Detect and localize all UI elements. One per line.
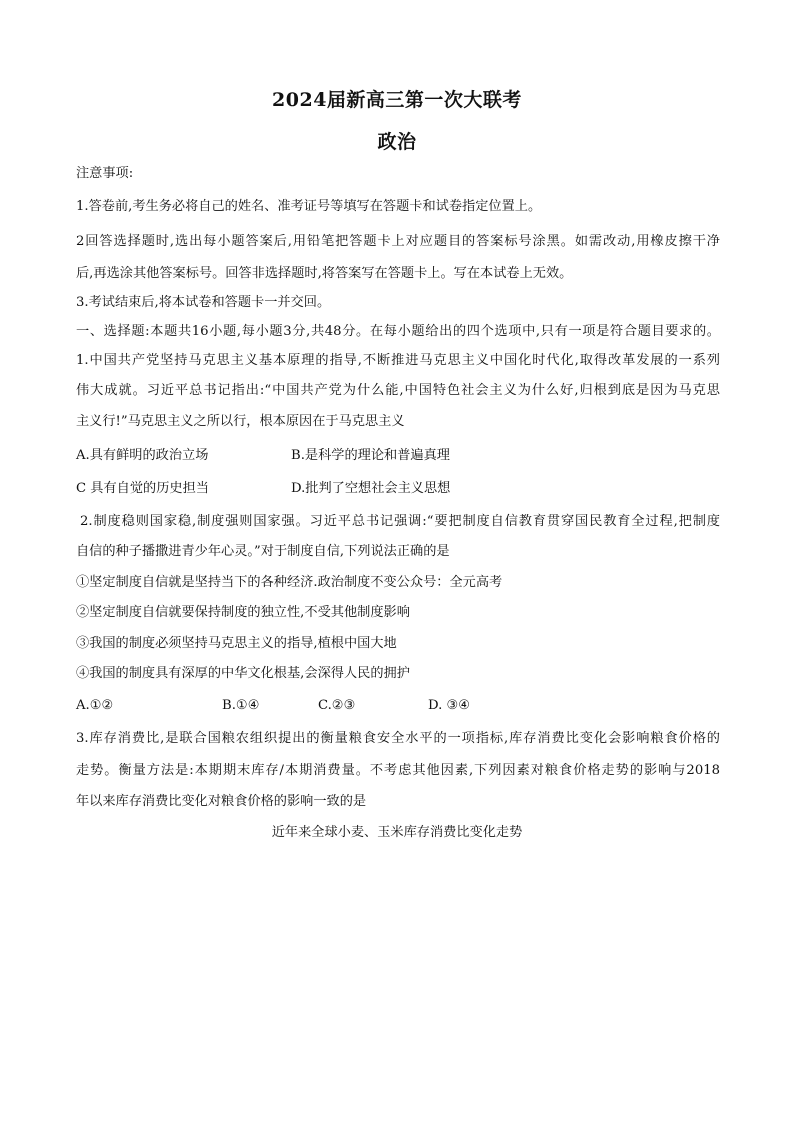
question-2-line-2: 自信的种子播撒进青少年心灵。”对于制度自信,下列说法正确的是 <box>76 544 450 559</box>
question-2-statement-3: ③我国的制度必须坚持马克思主义的指导,植根中国大地 <box>76 636 397 651</box>
figure-caption: 近年来全球小麦、玉米库存消费比变化走势 <box>271 825 523 840</box>
question-2-statement-1: ①坚定制度自信就是坚持当下的各种经济.政治制度不变公众号：全元高考 <box>76 575 503 590</box>
notice-item-2-line-2: 后,再选涂其他答案标号。回答非选择题时,将答案写在答题卡上。写在本试卷上无效。 <box>76 266 573 281</box>
question-2-option-a: A.①② <box>76 698 114 713</box>
question-2-option-d: D. ③④ <box>428 698 471 713</box>
question-3-line-2: 走势。衡量方法是:本期期末库存/本期消费量。不考虑其他因素,下列因素对粮食价格走势的影响与2018 <box>76 763 720 778</box>
question-1-line-1: 1.中国共产党坚持马克思主义基本原理的指导,不断推进马克思主义中国化时代化,取得改革发展的一系列 <box>76 353 720 368</box>
exam-title: 2024届新高三第一次大联考 <box>272 89 522 111</box>
notice-item-1: 1.答卷前,考生务必将自己的姓名、准考证号等填写在答题卡和试卷指定位置上。 <box>76 199 542 214</box>
question-1-line-2: 伟大成就。习近平总书记指出:“中国共产党为什么能,中国特色社会主义为什么好,归根到底是因为马克思 <box>76 383 720 398</box>
question-2-option-c: C.②③ <box>318 698 356 713</box>
notice-item-2-line-1: 2回答选择题时,选出每小题答案后,用铅笔把答题卡上对应题目的答案标号涂黑。如需改动,用橡皮擦干净 <box>76 234 720 249</box>
question-2-statement-2: ②坚定制度自信就要保持制度的独立性,不受其他制度影响 <box>76 605 410 620</box>
exam-subject: 政治 <box>377 131 417 153</box>
question-1-option-b: B.是科学的理论和普遍真理 <box>291 448 450 463</box>
question-2-option-b: B.①④ <box>222 698 260 713</box>
question-1-option-a: A.具有鲜明的政治立场 <box>76 448 209 463</box>
question-2-line-1: 2.制度稳则国家稳,制度强则国家强。习近平总书记强调:“要把制度自信教育贯穿国民教育全过程,把制度 <box>80 514 720 529</box>
section-1-heading: 一、选择题:本题共16小题,每小题3分,共48分。在每小题给出的四个选项中,只有一项是符合题目要求的。 <box>76 324 720 339</box>
question-3-line-1: 3.库存消费比,是联合国粮农组织提出的衡量粮食安全水平的一项指标,库存消费比变化会影响粮食价格的 <box>76 731 720 746</box>
question-2-statement-4: ④我国的制度具有深厚的中华文化根基,会深得人民的拥护 <box>76 666 410 681</box>
question-3-line-3: 年以来库存消费比变化对粮食价格的影响一致的是 <box>76 794 367 809</box>
notice-heading: 注意事项: <box>76 166 134 181</box>
notice-item-3: 3.考试结束后,将本试卷和答题卡一并交回。 <box>76 295 331 310</box>
question-1-option-d: D.批判了空想社会主义思想 <box>291 481 451 496</box>
question-1-option-c: C 具有自觉的历史担当 <box>76 481 209 496</box>
question-1-line-3: 主义行!”马克思主义之所以行，根本原因在于马克思主义 <box>76 414 405 429</box>
